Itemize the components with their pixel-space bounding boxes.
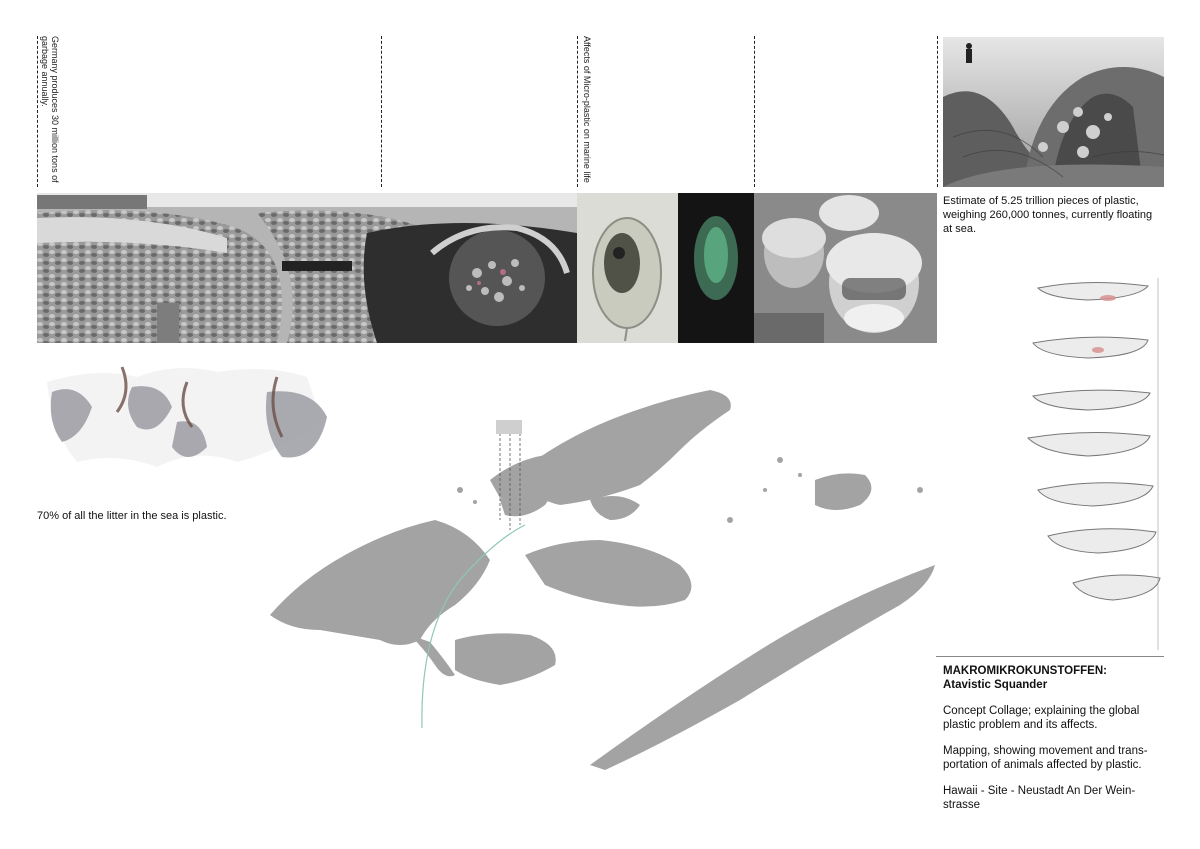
microplastic-label: Affects of Micro-plastic on marine life xyxy=(582,36,592,183)
lab-researchers-photo xyxy=(754,193,937,343)
glowing-plankton-photo xyxy=(678,193,754,343)
info-block xyxy=(943,664,1165,812)
africa xyxy=(525,540,691,607)
atavistic-figures-illustration xyxy=(1018,278,1164,650)
divider-3 xyxy=(577,36,578,187)
concept-description: Concept Collage; explaining the global plastic problem and its affects. xyxy=(943,705,1140,731)
site-description: Hawaii - Site - Neustadt An Der Wein-strasse xyxy=(943,785,1136,811)
australia xyxy=(815,473,871,510)
project-title: MAKROMIKROKUNSTOFFEN: xyxy=(943,665,1107,677)
plankton-microscope-photo xyxy=(577,193,678,343)
divider-4 xyxy=(754,36,755,187)
divider-2 xyxy=(381,36,382,187)
info-divider xyxy=(936,656,1164,657)
india-se-asia xyxy=(590,496,640,520)
asia xyxy=(515,390,731,505)
garbage-river-photo xyxy=(37,193,577,343)
central-america xyxy=(410,635,455,676)
divider-5 xyxy=(937,36,938,187)
south-america xyxy=(455,633,556,685)
world-map xyxy=(260,380,950,775)
mapping-description: Mapping, showing movement and trans-portation of animals affected by plastic. xyxy=(943,745,1148,771)
north-america xyxy=(270,520,490,645)
germany-garbage-label: Germany produces 30 million tons of garbage annually. xyxy=(40,36,60,183)
litter-caption: 70% of all the litter in the sea is plastic. xyxy=(37,510,227,522)
divider-1 xyxy=(37,36,38,187)
project-subtitle: Atavistic Squander xyxy=(943,679,1048,691)
ocean-estimate-caption: Estimate of 5.25 trillion pieces of plastic, weighing 260,000 tonnes, currently floating at sea. xyxy=(943,195,1153,235)
plastic-wave-photo xyxy=(943,37,1164,187)
